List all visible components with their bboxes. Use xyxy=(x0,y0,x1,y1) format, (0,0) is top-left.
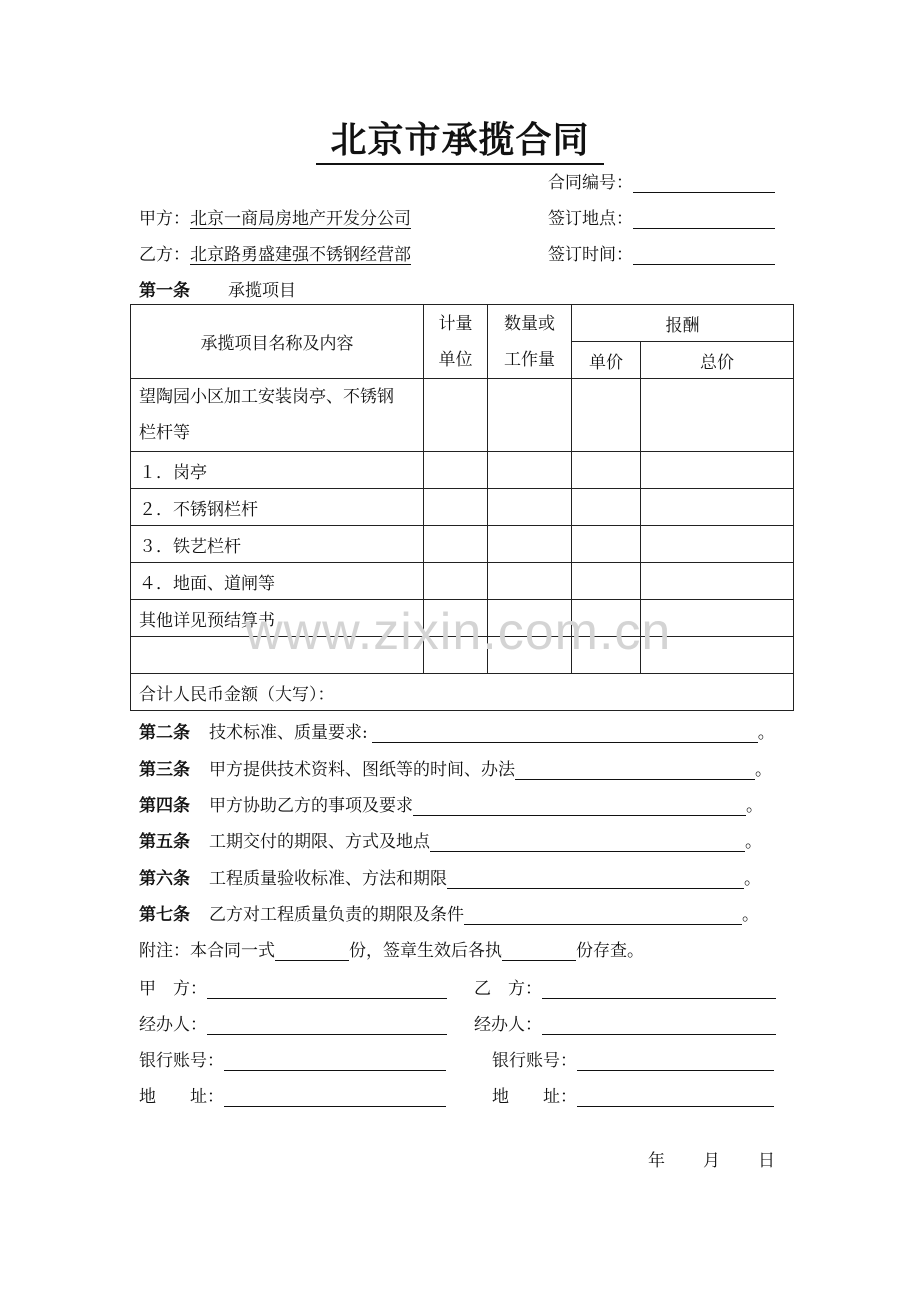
title-text: 北京市承揽合同 xyxy=(316,119,603,165)
party-a-address-row xyxy=(139,1082,446,1107)
party-b-agent-label: 经办人： xyxy=(474,1015,542,1035)
header-total: 总价 xyxy=(641,342,794,379)
party-a-bank-label: 银行账号： xyxy=(139,1051,224,1071)
article-label: 第六条 xyxy=(139,869,190,889)
date-row xyxy=(648,1146,775,1171)
article-text: 工程质量验收标准、方法和期限 xyxy=(209,869,447,889)
article-6-field[interactable] xyxy=(447,870,744,889)
copies-note xyxy=(139,936,644,961)
cell-total[interactable] xyxy=(641,489,794,526)
row-item-line2: 栏杆等 xyxy=(139,423,190,443)
total-amount-label: 合计人民币金额（大写）： xyxy=(131,674,794,711)
sign-place-row xyxy=(548,204,775,229)
article-2 xyxy=(139,718,775,743)
article-6 xyxy=(139,864,761,889)
article-label: 第七条 xyxy=(139,905,190,925)
article-3 xyxy=(139,755,772,780)
table-row xyxy=(131,526,794,563)
party-b-bank-field[interactable] xyxy=(577,1052,774,1071)
note-part3: 份存查。 xyxy=(576,941,644,961)
table-row xyxy=(131,563,794,600)
party-b-address-field[interactable] xyxy=(577,1088,774,1107)
row-item: ３．铁艺栏杆 xyxy=(131,526,424,563)
header-qty xyxy=(488,305,572,379)
watermark: www.zixin.com.cn xyxy=(245,603,672,661)
cell-unit-price[interactable] xyxy=(572,452,641,489)
party-a-agent-field[interactable] xyxy=(207,1016,447,1035)
copies-total-field[interactable] xyxy=(275,942,349,961)
article-text: 技术标准、质量要求: xyxy=(209,723,368,743)
contract-number-row xyxy=(548,168,775,193)
party-a-address-field[interactable] xyxy=(224,1088,446,1107)
party-a-bank-row xyxy=(139,1046,446,1071)
header-unit xyxy=(424,305,488,379)
sign-time-label: 签订时间： xyxy=(548,245,633,265)
cell-total[interactable] xyxy=(641,379,794,452)
cell-unit[interactable] xyxy=(424,526,488,563)
party-a-value: 北京一商局房地产开发分公司 xyxy=(190,209,411,229)
total-row xyxy=(131,674,794,711)
cell-total[interactable] xyxy=(641,526,794,563)
table-row xyxy=(131,489,794,526)
article-period: 。 xyxy=(744,869,761,889)
header-qty-line1: 数量或 xyxy=(504,313,555,334)
row-item-line1: 望陶园小区加工安装岗亭、不锈钢 xyxy=(139,387,394,407)
note-part1: 附注：本合同一式 xyxy=(139,941,275,961)
header-qty-line2: 工作量 xyxy=(504,349,555,370)
header-unit-price: 单价 xyxy=(572,342,641,379)
cell-unit[interactable] xyxy=(424,489,488,526)
header-unit-line2: 单位 xyxy=(438,349,473,370)
article-5 xyxy=(139,827,762,852)
article-7-field[interactable] xyxy=(464,906,742,925)
party-b-value: 北京路勇盛建强不锈钢经营部 xyxy=(190,245,411,265)
article-label: 第三条 xyxy=(139,760,190,780)
party-b-bank-label: 银行账号： xyxy=(492,1051,577,1071)
contract-number-field[interactable] xyxy=(633,174,775,193)
note-part2: 份，签章生效后各执 xyxy=(349,941,502,961)
cell-qty[interactable] xyxy=(488,563,572,600)
cell-total[interactable] xyxy=(641,452,794,489)
article-period: 。 xyxy=(746,796,763,816)
cell-unit[interactable] xyxy=(424,452,488,489)
article-text: 乙方对工程质量负责的期限及条件 xyxy=(209,905,464,925)
article-1-text: 承揽项目 xyxy=(228,281,296,301)
row-item: ２．不锈钢栏杆 xyxy=(131,489,424,526)
contract-title xyxy=(0,112,920,163)
party-b-agent-field[interactable] xyxy=(542,1016,776,1035)
article-period: 。 xyxy=(742,905,759,925)
party-b-bank-row xyxy=(492,1046,774,1071)
row-item: １．岗亭 xyxy=(131,452,424,489)
party-b-signature-row xyxy=(474,974,776,999)
party-a-row xyxy=(139,204,411,229)
sign-place-field[interactable] xyxy=(633,210,775,229)
article-label: 第五条 xyxy=(139,832,190,852)
date-day: 日 xyxy=(758,1151,775,1171)
party-b-label: 乙方： xyxy=(139,245,190,265)
sign-time-field[interactable] xyxy=(633,246,775,265)
party-a-signature-label: 甲 方： xyxy=(139,979,207,999)
contract-number-label: 合同编号： xyxy=(548,173,633,193)
article-3-field[interactable] xyxy=(515,761,755,780)
party-a-signature-row xyxy=(139,974,447,999)
party-a-signature-field[interactable] xyxy=(207,980,447,999)
article-text: 甲方协助乙方的事项及要求 xyxy=(209,796,413,816)
date-year: 年 xyxy=(648,1151,665,1171)
cell-unit-price[interactable] xyxy=(572,379,641,452)
party-a-address-label: 地 址： xyxy=(139,1087,224,1107)
row-item: ４．地面、道闸等 xyxy=(131,563,424,600)
article-period: 。 xyxy=(757,723,775,743)
party-b-row xyxy=(139,240,411,265)
table-row xyxy=(131,379,794,452)
article-text: 工期交付的期限、方式及地点 xyxy=(209,832,430,852)
party-a-agent-label: 经办人： xyxy=(139,1015,207,1035)
article-1 xyxy=(139,276,296,301)
article-4 xyxy=(139,791,763,816)
cell-total[interactable] xyxy=(641,563,794,600)
header-unit-line1: 计量 xyxy=(438,313,473,334)
table-row xyxy=(131,452,794,489)
header-item: 承揽项目名称及内容 xyxy=(131,305,424,379)
article-label: 第四条 xyxy=(139,796,190,816)
party-b-agent-row xyxy=(474,1010,776,1035)
article-period: 。 xyxy=(755,760,772,780)
sign-place-label: 签订地点： xyxy=(548,209,633,229)
cell-unit[interactable] xyxy=(424,563,488,600)
cell-unit-price[interactable] xyxy=(572,563,641,600)
article-period: 。 xyxy=(745,832,762,852)
article-text: 甲方提供技术资料、图纸等的时间、办法 xyxy=(209,760,515,780)
party-a-bank-field[interactable] xyxy=(224,1052,446,1071)
party-a-agent-row xyxy=(139,1010,447,1035)
article-7 xyxy=(139,900,759,925)
party-a-label: 甲方： xyxy=(139,209,190,229)
date-month: 月 xyxy=(703,1151,720,1171)
article-4-field[interactable] xyxy=(413,797,746,816)
cell-qty[interactable] xyxy=(488,526,572,563)
article-2-field[interactable] xyxy=(372,724,758,743)
article-5-field[interactable] xyxy=(430,833,745,852)
cell-unit-price[interactable] xyxy=(572,489,641,526)
row-item xyxy=(131,379,424,452)
row-item: 其他详见预结算书 xyxy=(131,600,424,637)
copies-each-field[interactable] xyxy=(502,942,576,961)
cell-qty[interactable] xyxy=(488,452,572,489)
article-label: 第二条 xyxy=(139,723,190,743)
cell-qty[interactable] xyxy=(488,379,572,452)
cell-unit[interactable] xyxy=(424,379,488,452)
party-b-signature-label: 乙 方： xyxy=(474,979,542,999)
party-b-address-row xyxy=(492,1082,774,1107)
article-1-label: 第一条 xyxy=(139,281,190,301)
sign-time-row xyxy=(548,240,775,265)
party-b-address-label: 地 址： xyxy=(492,1087,577,1107)
cell-unit-price[interactable] xyxy=(572,526,641,563)
cell-qty[interactable] xyxy=(488,489,572,526)
party-b-signature-field[interactable] xyxy=(542,980,776,999)
header-pay: 报酬 xyxy=(572,305,794,342)
